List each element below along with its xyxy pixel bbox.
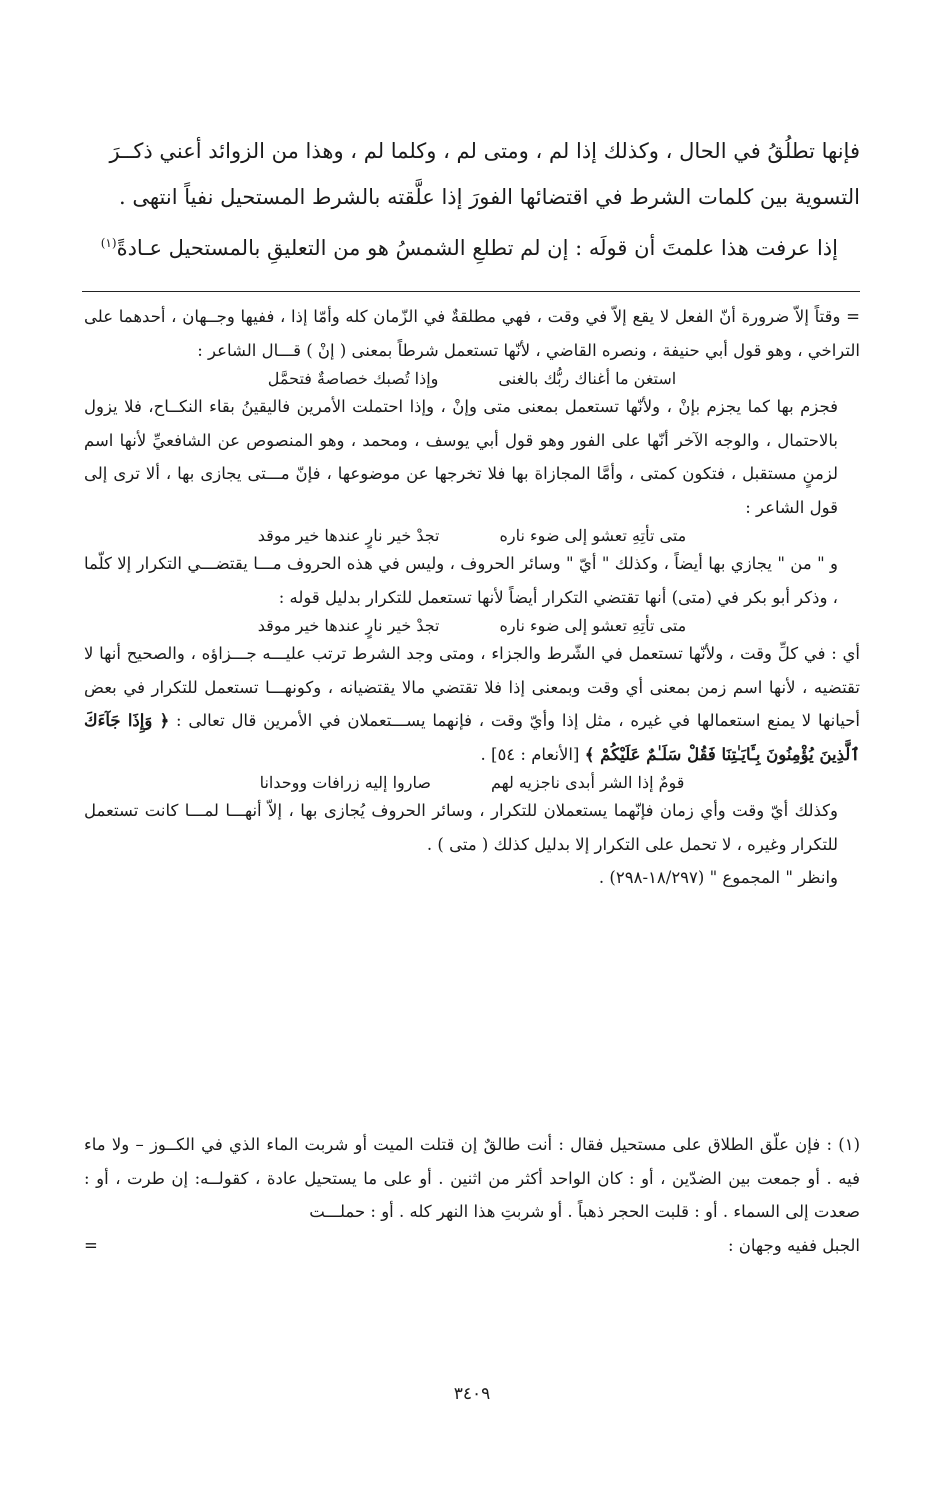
quran-verse: ﴿ وَإِذَا جَآءَكَ ٱلَّذِينَ يُؤْمِنُونَ بِـَٔايَـٰتِنَا فَقُلْ سَلَـٰمٌ عَلَيْكُمْ ﴾	[84, 711, 860, 764]
verse-4-hemistich-b: صاروا إليه زرافات ووحدانا	[259, 773, 431, 792]
note-paragraph-1: = وقتاً إلاّ ضرورة أنّ الفعل لا يقع إلاّ في وقت ، فهي مطلقةٌ في الزّمان كله وأمّا إذا ، ففيها وجــهان ، أحدهما على التراخي ، وهو قول أبي حنيفة ، ونصره القاضي ، لأنّها تستعمل شرطاً بمعنى ( إنْ ) قـــال الشاعر :	[84, 307, 860, 360]
footnote-1-text: : فإن علّق الطلاق على مستحيل فقال : أنت طالقٌ إن قتلت الميت أو شربت الماء الذي في الكــوز – ولا ماء فيه . أو جمعت بين الضدّين ، أو : كان الواحد أكثر من اثنين . أو على ما يستحيل عادة ، كقولــه: إن طرت ، أو : صعدت إلى السماء . أو : قلبت الحجر ذهباً . أو شربتِ هذا النهر كله . أو : حملـــت	[84, 1135, 860, 1221]
verse-1	[84, 367, 860, 390]
footnote-separator	[82, 291, 860, 292]
main-text	[84, 128, 860, 271]
verse-4	[84, 771, 860, 794]
continuation-mark: =	[84, 1235, 98, 1255]
quran-citation: [الأنعام : ٥٤] .	[480, 744, 580, 764]
note-paragraph-6: وانظر " المجموع " (١٨/٢٩٧-٢٩٨) .	[598, 868, 838, 887]
note-paragraph-2: فجزم بها كما يجزم بإنْ ، ولأنّها تستعمل بمعنى متى وإنْ ، وإذا احتملت الأمرين فاليقينُ بقاء النكــاح، فلا يزول بالاحتمال ، والوجه الآخر أنّها على الفور وهو قول أبي يوسف ، ومحمد ، وهو المنصوص عن الشافعيِّ لأنها اسم لزمنٍ مستقبل ، فتكون كمتى ، وأمَّا المجازاة بها فلا تخرجها عن موضوعها ، فإنّ مـــتى يجازى بها ، ألا ترى إلى قول الشاعر :	[84, 397, 838, 517]
verse-2	[84, 524, 860, 547]
main-line-1: فإنها تطلُقُ في الحال ، وكذلك إذا لم ، ومتى لم ، وكلما لم ، وهذا من الزوائد أعني ذكــرَ	[109, 139, 860, 163]
footnote-1	[84, 1128, 860, 1262]
note-paragraph-5: وكذلك أيّ وقت وأي زمان فإنّهما يستعملان للتكرار ، وسائر الحروف يُجازى بها ، إلاّ أنهـــا لمـــا كانت تستعمل للتكرار وغيره ، لا تحمل على التكرار إلا بدليل كذلك ( متى ) .	[84, 801, 838, 854]
main-line-2: التسوية بين كلمات الشرط في اقتضائها الفورَ إذا علَّقته بالشرط المستحيل نفياً انتهى .	[119, 185, 860, 209]
main-line-3	[84, 220, 860, 271]
verse-3	[84, 614, 860, 637]
verse-3-hemistich-a: متى تأتِهِ تعشو إلى ضوء ناره	[499, 616, 687, 635]
note-paragraph-4-text: أي : في كلِّ وقت ، ولأنّها تستعمل في الشّرط والجزاء ، ومتى وجد الشرط ترتب عليـــه جـــزاؤه ، والصحيح أنها لا تقتضيه ، لأنها اسم زمن بمعنى أي وقت وبمعنى إذا فلا تقتضي مالا يقتضيانه ، وكونهـــا تستعمل للتكرار في بعض أحيانها لا يمنع استعمالها في غيره ، مثل إذا وأيّ وقت ، فإنهما يســـتعملان في الأمرين قال تعالى :	[84, 644, 861, 730]
verse-1-hemistich-a: استغن ما أغناك ربُّك بالغنى	[498, 369, 677, 388]
footnote-1-body	[84, 1128, 860, 1229]
note-paragraph-4	[84, 637, 860, 771]
verse-1-hemistich-b: وإذا تُصبك خصاصةٌ فتحمَّل	[267, 369, 439, 388]
verse-2-hemistich-a: متى تأتِهِ تعشو إلى ضوء ناره	[499, 526, 687, 545]
footnote-1-text-end: الجبل ففيه وجهان :	[727, 1235, 860, 1255]
verse-4-hemistich-a: قومٌ إذا الشر أبدى ناجزيه لهم	[490, 773, 685, 792]
footnote-1-marker: (١)	[838, 1135, 860, 1154]
continued-notes	[84, 300, 860, 895]
footnote-reference: (١)	[100, 236, 117, 250]
main-line-3-text: إذا عرفت هذا علمتَ أن قولَه : إن لم تطلعِ الشمسُ هو من التعليقِ بالمستحيل عـادةً	[116, 236, 838, 260]
note-paragraph-3: و " من " يجازي بها أيضاً ، وكذلك " أيّ " وسائر الحروف ، وليس في هذه الحروف مـــا يقتضـــي التكرار إلا كلّما ، وذكر أبو بكر في (متى) أنها تقتضي التكرار أيضاً لأنها تستعمل للتكرار بدليل قوله :	[84, 554, 838, 607]
verse-3-hemistich-b: تجدْ خير نارٍ عندها خير موقد	[257, 616, 440, 635]
page-number: ٣٤٠٩	[453, 1384, 491, 1404]
footnote-1-last-line	[84, 1229, 860, 1263]
verse-2-hemistich-b: تجدْ خير نارٍ عندها خير موقد	[257, 526, 440, 545]
